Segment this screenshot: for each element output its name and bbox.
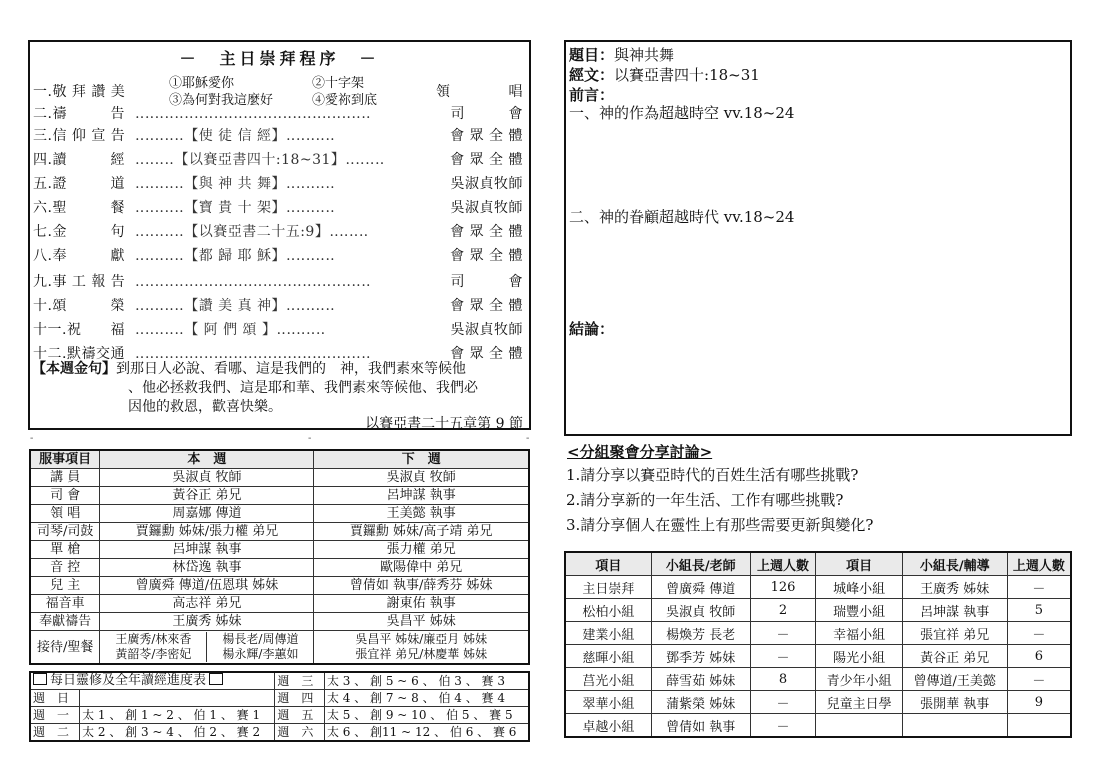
reading-day: 週 三	[275, 672, 325, 690]
group-leader: 吳淑貞 牧師	[651, 599, 750, 622]
discussion-item-2: 2.請分享新的一年生活、工作有哪些挑戰?	[566, 491, 844, 509]
group-header-item: 項目	[565, 552, 651, 576]
group-count	[1007, 714, 1071, 738]
program-item-name: 八.奉 獻	[33, 248, 125, 264]
reading-passage: 太 1 、 創 1 ~ 2 、 伯 1 、 賽 1	[80, 707, 275, 724]
group-name: 建業小組	[565, 622, 651, 645]
program-item-name: 五.證 道	[33, 176, 125, 192]
reading-passage: 太 4 、 創 7 ~ 8 、 伯 4 、 賽 4	[324, 690, 529, 707]
service-item: 司 會	[30, 487, 100, 505]
group-name: 慈暉小組	[565, 645, 651, 668]
service-this-week: 賈鑼勳 姊妹/張力權 弟兄	[100, 523, 314, 541]
service-this-week: 高志祥 弟兄	[100, 595, 314, 613]
service-next-week: 呂坤謀 執事	[314, 487, 529, 505]
program-item	[30, 103, 529, 125]
table-row	[30, 541, 529, 559]
reading-passage: 太 5 、 創 9 ~ 10 、 伯 5 、 賽 5	[324, 707, 529, 724]
program-item	[30, 295, 529, 317]
divider-mark: -	[30, 433, 34, 444]
table-row	[30, 523, 529, 541]
group-count: －	[1007, 622, 1071, 645]
program-item	[30, 245, 529, 267]
service-this-week: 曾廣舜 傳道/伍恩琪 姊妹	[100, 577, 314, 595]
group-leader: 王廣秀 姊妹	[902, 576, 1007, 599]
group-name: 幸福小組	[816, 622, 902, 645]
group-name	[816, 714, 902, 738]
sermon-text: 以賽亞書四十:18~31	[614, 66, 760, 84]
service-item: 兒 主	[30, 577, 100, 595]
group-header-leader: 小組長/老師	[651, 552, 750, 576]
group-count: －	[750, 622, 816, 645]
reception-next-2: 張宜祥 弟兄/林慶華 姊妹	[355, 647, 488, 661]
sermon-text-line	[569, 65, 760, 85]
program-item-leader: 會 眾 全 體	[450, 224, 523, 240]
service-header-this-week: 本 週	[100, 450, 314, 469]
book-icon	[33, 673, 47, 685]
program-item-leader: 司 會	[450, 274, 523, 290]
discussion-item-3: 3.請分享個人在靈性上有那些需要更新與變化?	[566, 516, 874, 534]
group-count: －	[750, 714, 816, 738]
reception-this-1: 王廣秀/林來香	[115, 632, 192, 646]
program-item-name: 三.信 仰 宣 告	[33, 128, 126, 144]
program-item-detail: ‥‥‥‥‥‥‥‥‥‥‥‥‥‥‥‥‥‥‥‥‥‥‥‥	[135, 106, 372, 122]
service-next-week: 王美懿 執事	[314, 505, 529, 523]
program-item-leader: 會 眾 全 體	[450, 248, 523, 264]
table-row	[565, 645, 1071, 668]
program-item-detail: ‥‥‥‥‥【寶 貴 十 架】‥‥‥‥‥	[135, 200, 336, 216]
program-item-detail: ‥‥‥‥【以賽亞書四十:18~31】‥‥‥‥	[135, 152, 385, 168]
group-name: 莒光小組	[565, 668, 651, 691]
group-count: 8	[750, 668, 816, 691]
sermon-point-2: 二、神的眷顧超越時代 vv.18~24	[569, 208, 795, 226]
reception-this-4: 楊永輝/李蕙如	[222, 647, 299, 661]
group-count: 126	[750, 576, 816, 599]
service-this-week: 王廣秀 姊妹	[100, 613, 314, 631]
weekly-verse-line-2: 、他必拯救我們、這是耶和華、我們素來等候他、我們必	[128, 380, 478, 396]
group-count: 9	[1007, 691, 1071, 714]
reading-day: 週 一	[30, 707, 80, 724]
program-item-leader: 會 眾 全 體	[450, 298, 523, 314]
service-this-week: 周嘉娜 傳道	[100, 505, 314, 523]
program-item	[30, 319, 529, 341]
service-next-week: 曾倩如 執事/薛秀芬 姊妹	[314, 577, 529, 595]
discussion-heading: <分組聚會分享討論>	[567, 443, 713, 461]
reception-label: 接待/聖餐	[30, 631, 100, 665]
service-header-item: 服事項目	[30, 450, 100, 469]
hymn-1: ①耶穌愛你	[169, 76, 235, 91]
program-item-detail: ‥‥‥‥‥‥‥‥‥‥‥‥‥‥‥‥‥‥‥‥‥‥‥‥	[135, 274, 372, 290]
service-this-week: 林岱逸 執事	[100, 559, 314, 577]
program-item-name: 十二.默禱交通	[33, 346, 125, 362]
reading-passage: 太 6 、 創11 ~ 12 、 伯 6 、 賽 6	[324, 724, 529, 742]
program-item-detail: ‥‥‥‥‥【與 神 共 舞】‥‥‥‥‥	[135, 176, 336, 192]
group-name: 松柏小組	[565, 599, 651, 622]
program-item-leader: 司 會	[450, 106, 523, 122]
group-leader	[902, 714, 1007, 738]
group-leader: 鄧季芳 姊妹	[651, 645, 750, 668]
sermon-title-label: 題目：	[569, 46, 615, 64]
reading-title: 每日靈修及全年讀經進度表	[50, 673, 207, 688]
table-row	[565, 576, 1071, 599]
group-leader: 曾廣舜 傳道	[651, 576, 750, 599]
program-item	[30, 149, 529, 171]
reading-title-cell	[30, 672, 275, 690]
hymn-3: ③為何對我這麼好	[169, 93, 274, 108]
group-leader: 楊煥芳 長老	[651, 622, 750, 645]
program-item-detail: ‥‥‥‥‥【都 歸 耶 穌】‥‥‥‥‥	[135, 248, 336, 264]
divider-mark: -	[526, 433, 530, 444]
group-leader: 張宜祥 弟兄	[902, 622, 1007, 645]
program-item-name: 十一.祝 福	[33, 322, 125, 338]
group-header-count: 上週人數	[750, 552, 816, 576]
reading-day: 週 四	[275, 690, 325, 707]
service-item: 奉獻禱告	[30, 613, 100, 631]
group-leader: 蒲紫榮 姊妹	[651, 691, 750, 714]
service-item: 司琴/司鼓	[30, 523, 100, 541]
program-item	[30, 173, 529, 195]
program-item-detail: ‥‥‥‥‥【 阿 們 頌 】‥‥‥‥‥	[135, 322, 326, 338]
program-item	[30, 125, 529, 147]
group-count: －	[1007, 576, 1071, 599]
service-this-week: 吳淑貞 牧師	[100, 469, 314, 487]
table-row	[30, 469, 529, 487]
group-name: 主日崇拜	[565, 576, 651, 599]
worship-title: － 主日崇拜程序 －	[179, 49, 380, 68]
program-item-detail: ‥‥‥‥‥【以賽亞書二十五:9】‥‥‥‥	[135, 224, 369, 240]
reading-day: 週 二	[30, 724, 80, 742]
reading-day: 週 日	[30, 690, 80, 707]
table-row	[30, 724, 529, 742]
sermon-title: 與神共舞	[614, 46, 675, 64]
table-row	[30, 707, 529, 724]
service-item: 講 員	[30, 469, 100, 487]
sermon-intro-label: 前言：	[569, 86, 615, 104]
service-this-week: 呂坤謀 執事	[100, 541, 314, 559]
reception-this-2: 黃韶苓/李密妃	[115, 647, 192, 661]
table-row	[30, 631, 529, 665]
group-name: 陽光小組	[816, 645, 902, 668]
service-roster-table	[29, 449, 530, 665]
weekly-verse-line-1: 到那日人必說、看哪、這是我們的 神，我們素來等候他	[116, 361, 466, 377]
group-name: 瑞豐小組	[816, 599, 902, 622]
program-item-leader: 會 眾 全 體	[450, 128, 523, 144]
group-header-count-2: 上週人數	[1007, 552, 1071, 576]
table-row	[565, 691, 1071, 714]
service-next-week: 吳昌平 姊妹	[314, 613, 529, 631]
program-item-name: 九.事 工 報 告	[33, 274, 126, 290]
table-row	[30, 487, 529, 505]
sermon-conclusion-label: 結論：	[569, 320, 615, 338]
group-name: 兒童主日學	[816, 691, 902, 714]
table-row	[565, 622, 1071, 645]
table-row	[30, 559, 529, 577]
program-item-leader: 吳淑貞牧師	[450, 176, 523, 192]
program-item-name: 四.讀 經	[33, 152, 125, 168]
service-next-week: 賈鑼勳 姊妹/高子靖 弟兄	[314, 523, 529, 541]
table-row	[565, 714, 1071, 738]
program-item-name: 一.敬 拜 讚 美	[33, 84, 126, 100]
group-count: 5	[1007, 599, 1071, 622]
program-item-detail: ‥‥‥‥‥‥‥‥‥‥‥‥‥‥‥‥‥‥‥‥‥‥‥‥	[135, 346, 372, 362]
reading-passage: 太 3 、 創 5 ~ 6 、 伯 3 、 賽 3	[324, 672, 529, 690]
program-item	[30, 81, 529, 103]
program-item-detail: ‥‥‥‥‥【讚 美 真 神】‥‥‥‥‥	[135, 298, 336, 314]
weekly-verse-reference: 以賽亞書二十五章第 9 節	[365, 416, 523, 432]
table-row	[30, 505, 529, 523]
program-item	[30, 221, 529, 243]
reception-this-3: 楊長老/周傳道	[222, 632, 299, 646]
sermon-title-line	[569, 45, 674, 65]
service-next-week: 吳淑貞 牧師	[314, 469, 529, 487]
service-next-week: 謝東佑 執事	[314, 595, 529, 613]
sermon-text-label: 經文：	[569, 66, 615, 84]
service-next-week: 張力權 弟兄	[314, 541, 529, 559]
weekly-verse-label: 【本週金句】	[32, 361, 116, 377]
reception-this-week	[100, 631, 314, 665]
program-item-detail: ‥‥‥‥‥【使 徒 信 經】‥‥‥‥‥	[135, 128, 336, 144]
program-item-leader: 吳淑貞牧師	[450, 200, 523, 216]
group-count: 6	[1007, 645, 1071, 668]
group-leader: 黃谷正 弟兄	[902, 645, 1007, 668]
group-count: －	[750, 691, 816, 714]
hymn-2: ②十字架	[312, 76, 365, 91]
program-item-name: 十.頌 榮	[33, 298, 125, 314]
group-name: 青少年小組	[816, 668, 902, 691]
service-item: 領 唱	[30, 505, 100, 523]
group-name: 卓越小組	[565, 714, 651, 738]
group-count: 2	[750, 599, 816, 622]
service-item: 音 控	[30, 559, 100, 577]
sermon-notes-box	[564, 40, 1072, 461]
reception-next-week	[314, 631, 529, 665]
reading-passage	[80, 690, 275, 707]
table-row	[30, 595, 529, 613]
table-row	[565, 599, 1071, 622]
table-row	[30, 690, 529, 707]
group-header-item-2: 項目	[816, 552, 902, 576]
program-item-leader: 會 眾 全 體	[450, 152, 523, 168]
program-item-leader: 吳淑貞牧師	[450, 322, 523, 338]
program-item-name: 六.聖 餐	[33, 200, 125, 216]
group-name: 城峰小組	[816, 576, 902, 599]
weekly-verse-line-3: 因他的救恩，歡喜快樂。	[128, 399, 282, 415]
program-item	[30, 271, 529, 293]
service-next-week: 歐陽偉中 弟兄	[314, 559, 529, 577]
worship-program-box	[28, 40, 531, 430]
service-this-week: 黃谷正 弟兄	[100, 487, 314, 505]
group-name: 翠華小組	[565, 691, 651, 714]
program-item-leader: 會 眾 全 體	[450, 346, 523, 362]
table-row	[565, 668, 1071, 691]
program-item-name: 七.金 句	[33, 224, 125, 240]
discussion-item-1: 1.請分享以賽亞時代的百姓生活有哪些挑戰?	[566, 466, 859, 484]
group-header-leader-2: 小組長/輔導	[902, 552, 1007, 576]
small-group-table	[564, 551, 1072, 738]
reception-next-1: 吳昌平 姊妹/廉亞月 姊妹	[355, 632, 488, 646]
group-leader: 曾傳道/王美懿	[902, 668, 1007, 691]
group-count: －	[750, 645, 816, 668]
reading-schedule-table	[29, 671, 530, 742]
program-item-leader: 領 唱	[436, 84, 523, 100]
table-row	[30, 577, 529, 595]
table-row	[30, 613, 529, 631]
book-icon	[209, 673, 223, 685]
program-item	[30, 197, 529, 219]
divider-mark: -	[308, 433, 312, 444]
hymn-4: ④愛祢到底	[312, 93, 378, 108]
group-leader: 曾倩如 執事	[651, 714, 750, 738]
group-leader: 呂坤謀 執事	[902, 599, 1007, 622]
reading-day: 週 六	[275, 724, 325, 742]
reading-passage: 太 2 、 創 3 ~ 4 、 伯 2 、 賽 2	[80, 724, 275, 742]
weekly-verse	[32, 360, 527, 417]
reading-day: 週 五	[275, 707, 325, 724]
table-row	[30, 672, 529, 690]
group-leader: 薛雪茹 姊妹	[651, 668, 750, 691]
service-item: 單 槍	[30, 541, 100, 559]
group-count: －	[1007, 668, 1071, 691]
service-item: 福音車	[30, 595, 100, 613]
group-leader: 張開華 執事	[902, 691, 1007, 714]
program-item-name: 二.禱 告	[33, 106, 125, 122]
sermon-point-1: 一、神的作為超越時空 vv.18~24	[569, 104, 795, 122]
service-header-next-week: 下 週	[314, 450, 529, 469]
